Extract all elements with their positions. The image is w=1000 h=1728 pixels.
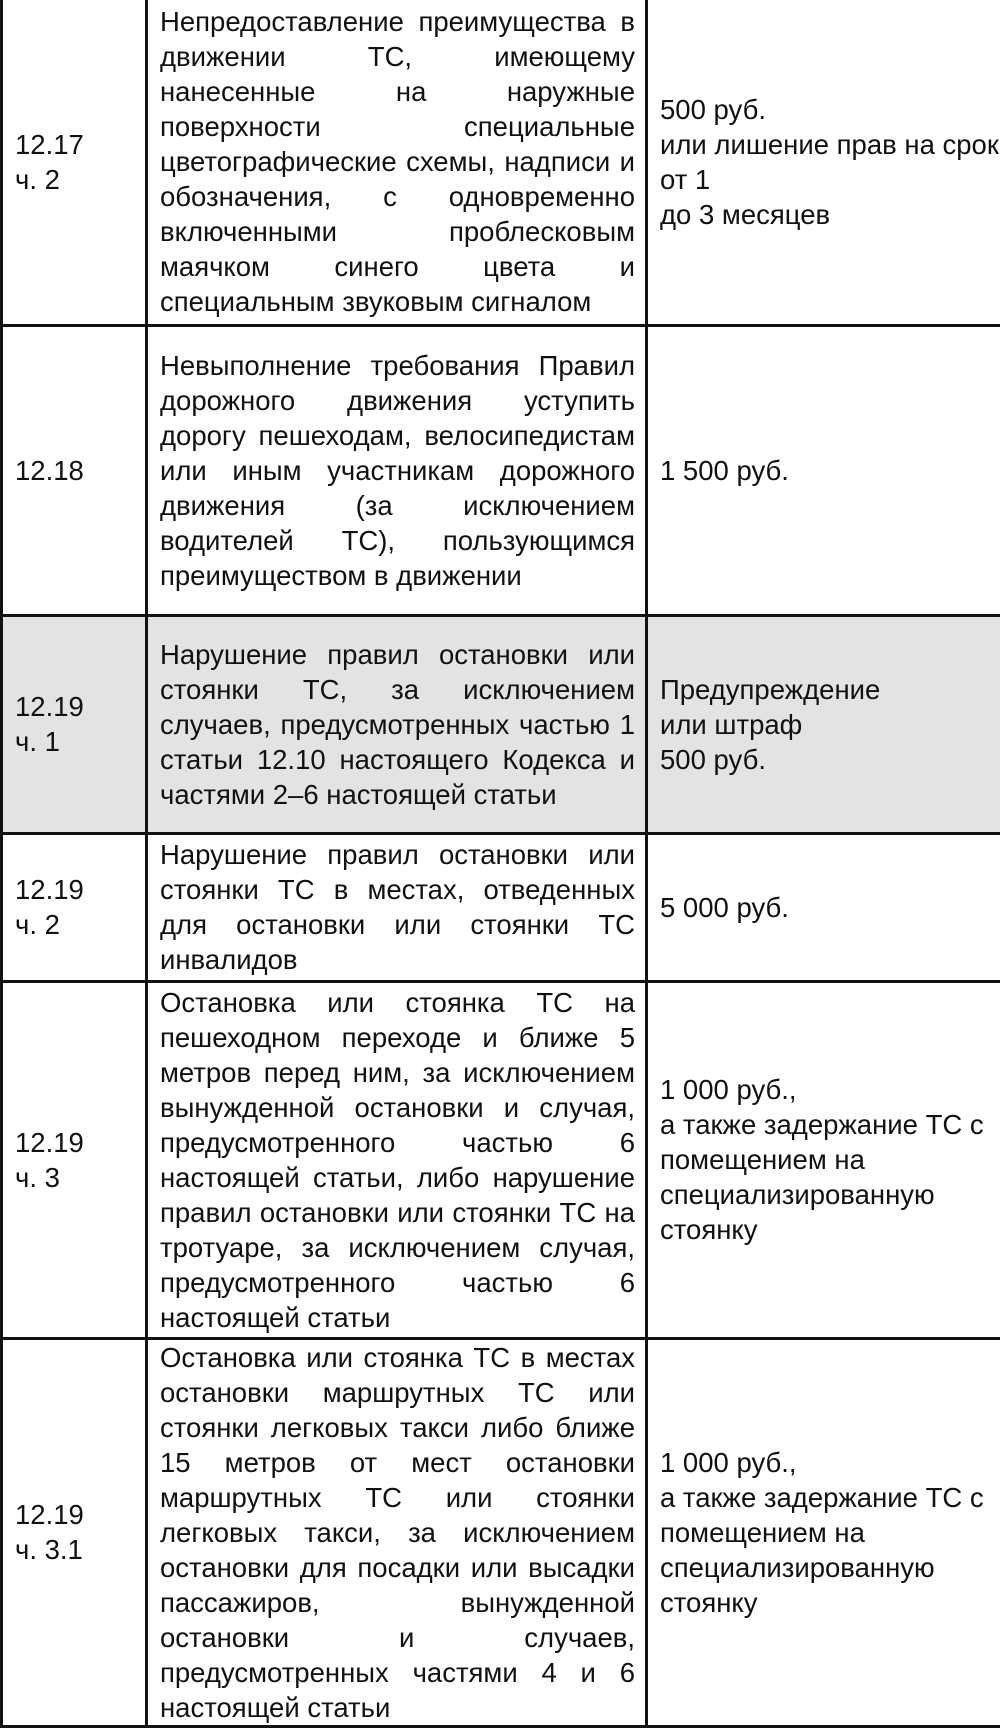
article-number: 12.19 ч. 2: [15, 874, 84, 940]
table-row-highlighted: [2, 615, 1000, 833]
penalty-cell: [647, 0, 1000, 325]
penalty-cell: [647, 1338, 1000, 1726]
article-cell: [2, 981, 147, 1338]
penalty-text: Предупреждение или штраф 500 руб.: [660, 674, 880, 775]
article-number: 12.19 ч. 3: [15, 1127, 84, 1193]
description-cell: [147, 1338, 647, 1726]
penalty-cell: [647, 325, 1000, 615]
penalty-cell: [647, 981, 1000, 1338]
description-cell: [147, 833, 647, 981]
penalty-text: 5 000 руб.: [660, 892, 789, 923]
violation-description: Остановка или стоянка ТС в местах остановки маршрутных ТС или стоянки легковых такси либо ближе 15 метров от мест остановки маршрутных ТС или стоянки легковых такси, за исключением остановки для посадки или высадки пассажиров, вынужденной остановки и случаев, предусмотренных частями 4 и 6 настоящей статьи: [160, 1342, 635, 1723]
penalty-text: 1 000 руб., а также задержание ТС с помещением на специализированную стоянку: [660, 1074, 984, 1245]
article-number: 12.17 ч. 2: [15, 129, 84, 195]
penalty-cell: [647, 833, 1000, 981]
article-number: 12.19 ч. 3.1: [15, 1499, 84, 1565]
description-cell: [147, 981, 647, 1338]
table-row: [2, 0, 1000, 325]
table-row: [2, 981, 1000, 1338]
table-row: [2, 1338, 1000, 1726]
penalty-cell: [647, 615, 1000, 833]
description-cell: [147, 0, 647, 325]
description-cell: [147, 615, 647, 833]
penalty-text: 1 000 руб., а также задержание ТС с помещением на специализированную стоянку: [660, 1447, 984, 1618]
violation-description: Невыполнение требования Правил дорожного движения уступить дорогу пешеходам, велосипедистам или иным участникам дорожного движения (за исключением водителей ТС), пользующимся преимуществом в движении: [160, 350, 635, 591]
table-row: [2, 833, 1000, 981]
penalty-text: 1 500 руб.: [660, 455, 789, 486]
article-number: 12.19 ч. 1: [15, 691, 84, 757]
violation-description: Остановка или стоянка ТС на пешеходном переходе и ближе 5 метров перед ним, за исключением вынужденной остановки и случая, предусмотренного частью 6 настоящей статьи, либо нарушение правил остановки или стоянки ТС на тротуаре, за исключением случая, предусмотренного частью 6 настоящей статьи: [160, 987, 635, 1333]
violation-description: Непредоставление преимущества в движении ТС, имеющему нанесенные на наружные поверхности специальные цветографические схемы, надписи и обозначения, с одновременно включенными проблесковым маячком синего цвета и специальным звуковым сигналом: [160, 6, 635, 317]
article-cell: [2, 325, 147, 615]
violation-description: Нарушение правил остановки или стоянки ТС в местах, отведенных для остановки или стоянки ТС инвалидов: [160, 839, 635, 975]
penalty-text: 500 руб. или лишение прав на срок от 1 до 3 месяцев: [660, 94, 999, 230]
description-cell: [147, 325, 647, 615]
article-cell: [2, 1338, 147, 1726]
article-cell: [2, 0, 147, 325]
article-cell: [2, 833, 147, 981]
table-row: [2, 325, 1000, 615]
article-number: 12.18: [15, 455, 84, 486]
article-cell: [2, 615, 147, 833]
violation-description: Нарушение правил остановки или стоянки ТС, за исключением случаев, предусмотренных частью 1 статьи 12.10 настоящего Кодекса и частями 2–6 настоящей статьи: [160, 639, 635, 810]
